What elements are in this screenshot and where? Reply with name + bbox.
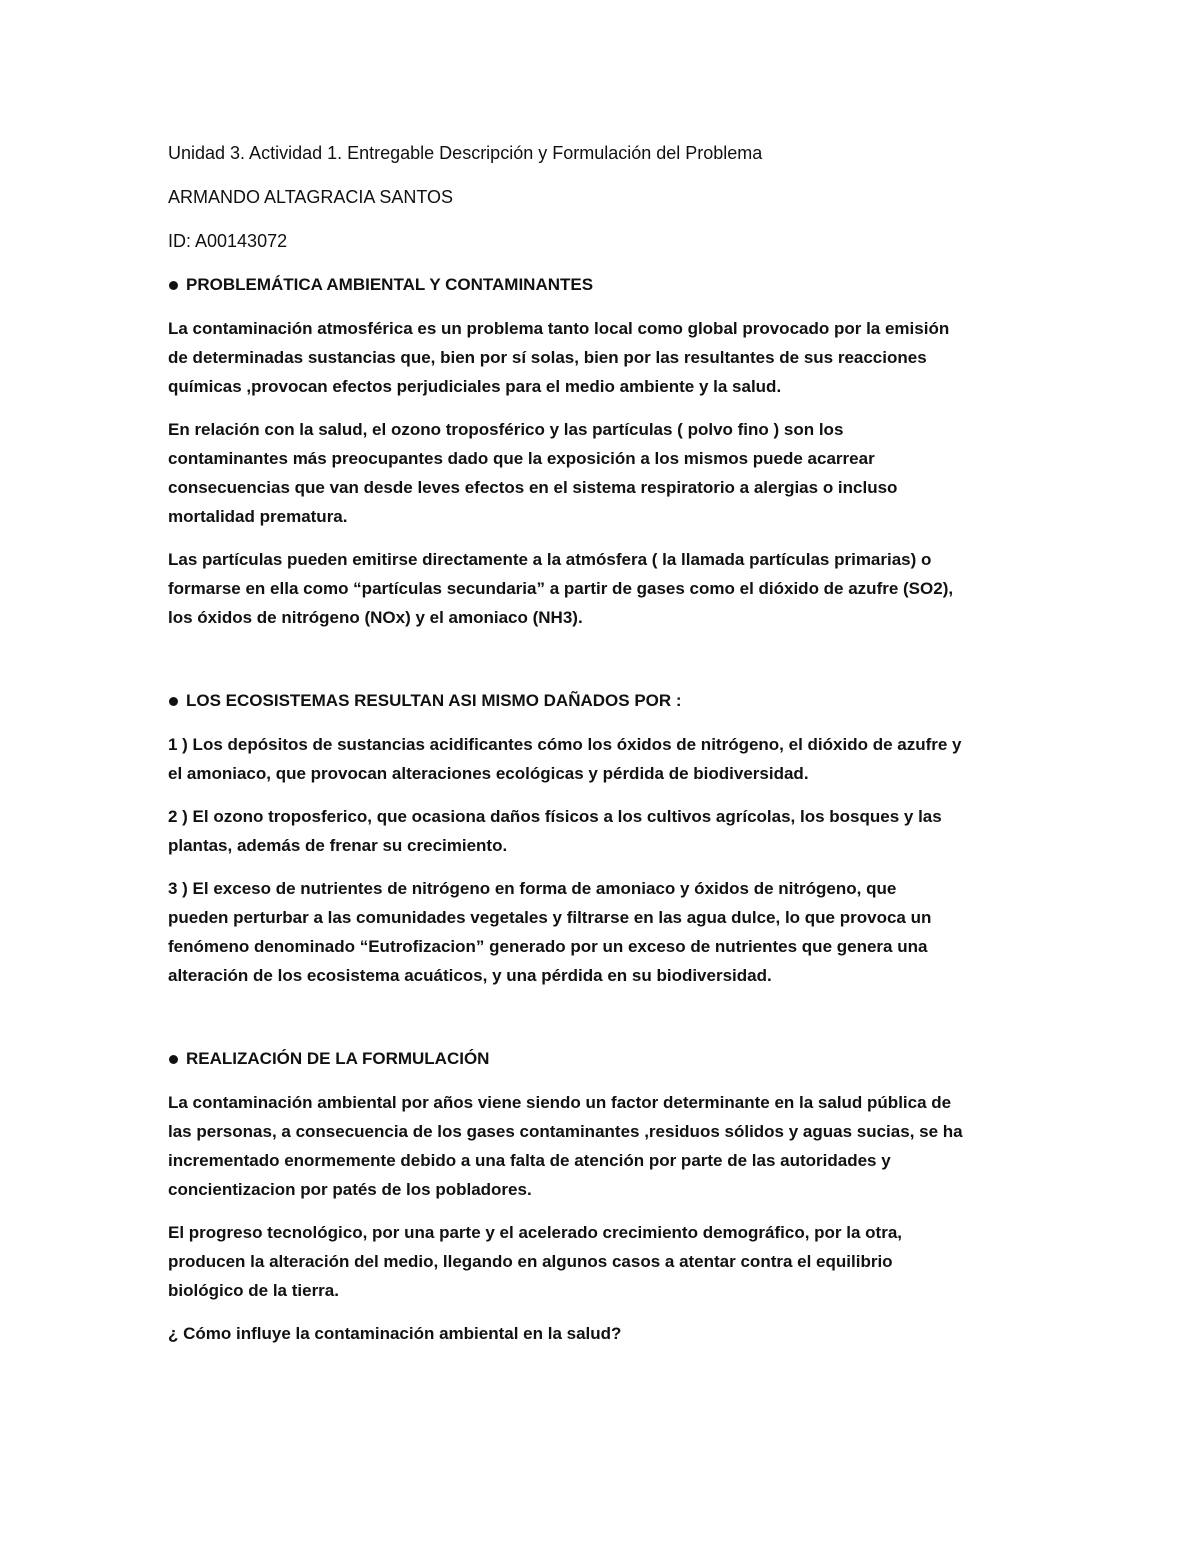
list-item [168,730,1048,788]
paragraph-line: La contaminación atmosférica es un problema tanto local como global provocado por la emisión [168,319,950,338]
section-heading-text: PROBLEMÁTICA AMBIENTAL Y CONTAMINANTES [186,275,594,294]
bullet-icon [169,697,178,706]
section-heading-ecosistemas [168,688,1048,714]
paragraph-line: La contaminación ambiental por años viene siendo un factor determinante en la salud pública de [168,1093,952,1112]
list-item [168,802,1048,860]
paragraph-line: los óxidos de nitrógeno (NOx) y el amoniaco (NH3). [168,608,583,627]
paragraph [168,314,1048,401]
paragraph-line: formarse en ella como “partículas secundaria” a partir de gases como el dióxido de azufre (SO2), [168,579,954,598]
section-heading-problematica [168,272,1048,298]
paragraph-line: el amoniaco, que provocan alteraciones ecológicas y pérdida de biodiversidad. [168,764,809,783]
paragraph-line: de determinadas sustancias que, bien por sí solas, bien por las resultantes de sus reacciones [168,348,927,367]
paragraph-line: Las partículas pueden emitirse directamente a la atmósfera ( la llamada partículas primarias) o [168,550,932,569]
student-id: ID: A00143072 [168,231,288,251]
document-page [168,140,1048,1362]
paragraph [168,1218,1048,1305]
paragraph-line: las personas, a consecuencia de los gases contaminantes ,residuos sólidos y aguas sucias, se ha [168,1122,963,1141]
paragraph-line: ¿ Cómo influye la contaminación ambiental en la salud? [168,1324,622,1343]
paragraph [168,1088,1048,1204]
section-spacer [168,646,1048,688]
document-title: Unidad 3. Actividad 1. Entregable Descripción y Formulación del Problema [168,143,763,163]
paragraph-line: 1 ) Los depósitos de sustancias acidificantes cómo los óxidos de nitrógeno, el dióxido de azufre y [168,735,962,754]
paragraph-line: fenómeno denominado “Eutrofizacion” generado por un exceso de nutrientes que genera una [168,937,928,956]
paragraph-line: plantas, además de frenar su crecimiento. [168,836,508,855]
paragraph-line: contaminantes más preocupantes dado que la exposición a los mismos puede acarrear [168,449,875,468]
paragraph-line: En relación con la salud, el ozono troposférico y las partículas ( polvo fino ) son los [168,420,844,439]
paragraph-line: El progreso tecnológico, por una parte y el acelerado crecimiento demográfico, por la otra, [168,1223,903,1242]
paragraph-line: químicas ,provocan efectos perjudiciales para el medio ambiente y la salud. [168,377,782,396]
paragraph-line: producen la alteración del medio, llegando en algunos casos a atentar contra el equilibrio [168,1252,893,1271]
bullet-icon [169,281,178,290]
research-question [168,1319,1048,1348]
paragraph [168,415,1048,531]
bullet-icon [169,1055,178,1064]
author-name: ARMANDO ALTAGRACIA SANTOS [168,187,454,207]
paragraph [168,545,1048,632]
list-item [168,874,1048,990]
paragraph-line: 3 ) El exceso de nutrientes de nitrógeno en forma de amoniaco y óxidos de nitrógeno, que [168,879,897,898]
paragraph-line: pueden perturbar a las comunidades vegetales y filtrarse en las agua dulce, lo que provoca un [168,908,932,927]
paragraph-line: biológico de la tierra. [168,1281,339,1300]
paragraph-line: consecuencias que van desde leves efectos en el sistema respiratorio a alergias o incluso [168,478,898,497]
section-spacer [168,1004,1048,1046]
paragraph-line: alteración de los ecosistema acuáticos, y una pérdida en su biodiversidad. [168,966,772,985]
section-heading-text: REALIZACIÓN DE LA FORMULACIÓN [186,1049,490,1068]
paragraph-line: incrementado enormemente debido a una falta de atención por parte de las autoridades y [168,1151,891,1170]
paragraph-line: concientizacion por patés de los pobladores. [168,1180,532,1199]
section-heading-text: LOS ECOSISTEMAS RESULTAN ASI MISMO DAÑADOS POR : [186,691,682,710]
paragraph-line: 2 ) El ozono troposferico, que ocasiona daños físicos a los cultivos agrícolas, los bosques y las [168,807,942,826]
section-heading-formulacion [168,1046,1048,1072]
paragraph-line: mortalidad prematura. [168,507,348,526]
